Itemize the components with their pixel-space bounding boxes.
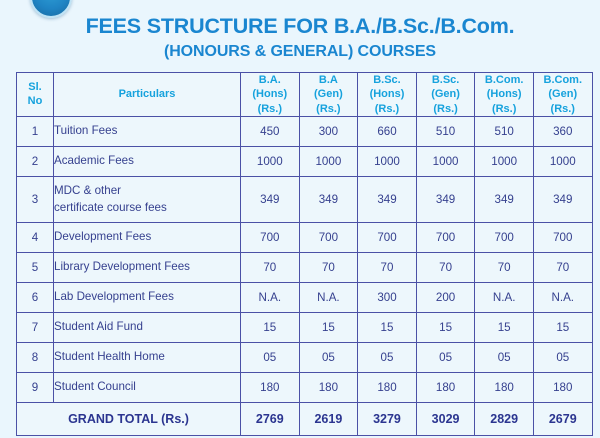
cell-bcom-hons: 15: [475, 313, 534, 343]
cell-ba-gen: 1000: [299, 147, 358, 177]
cell-particulars: [54, 147, 241, 177]
header-line: (Rs.): [257, 102, 283, 115]
title-block: [0, 0, 600, 61]
cell-ba-gen: 15: [299, 313, 358, 343]
particulars-text: Student Council: [54, 380, 136, 394]
cell-bsc-gen: 349: [416, 177, 475, 223]
grand-total-bsc-gen: 3029: [416, 403, 475, 436]
cell-ba-gen: 05: [299, 343, 358, 373]
header-line: (Gen): [548, 88, 578, 101]
column-header-ba-hons: [241, 72, 300, 117]
column-header-ba-gen: [299, 72, 358, 117]
header-line: (Rs.): [491, 102, 517, 115]
header-line: (Rs.): [374, 102, 400, 115]
cell-bsc-gen: 70: [416, 253, 475, 283]
cell-ba-hons: 180: [241, 373, 300, 403]
cell-bsc-gen: 510: [416, 117, 475, 147]
cell-ba-gen: 180: [299, 373, 358, 403]
particulars-text: Student Health Home: [54, 350, 165, 364]
header-line: B.Com.: [543, 73, 583, 86]
header-line: B.A.: [258, 73, 281, 86]
table-row: [17, 343, 593, 373]
cell-bcom-gen: N.A.: [533, 283, 592, 313]
cell-bsc-gen: 1000: [416, 147, 475, 177]
header-line: B.Sc.: [431, 73, 460, 86]
fees-table-container: [16, 72, 584, 437]
header-line: (Hons): [486, 88, 522, 101]
cell-bcom-gen: 700: [533, 223, 592, 253]
cell-bcom-gen: 1000: [533, 147, 592, 177]
grand-total-bcom-hons: 2829: [475, 403, 534, 436]
cell-bcom-gen: 15: [533, 313, 592, 343]
cell-ba-gen: 300: [299, 117, 358, 147]
cell-bcom-gen: 349: [533, 177, 592, 223]
header-line: (Gen): [431, 88, 460, 101]
cell-bsc-gen: 15: [416, 313, 475, 343]
particulars-text: Tuition Fees: [54, 124, 118, 138]
cell-ba-gen: 700: [299, 223, 358, 253]
column-header-particulars: [54, 72, 241, 117]
cell-bsc-hons: 700: [358, 223, 417, 253]
header-line: Sl.: [28, 80, 42, 93]
cell-ba-hons: 15: [241, 313, 300, 343]
grand-total-row: [17, 403, 593, 436]
table-row: [17, 283, 593, 313]
header-line: B.Sc.: [373, 73, 401, 86]
particulars-text: Academic Fees: [54, 154, 134, 168]
cell-ba-hons: 700: [241, 223, 300, 253]
cell-particulars: [54, 283, 241, 313]
header-line: B.A: [318, 73, 338, 86]
cell-ba-hons: 349: [241, 177, 300, 223]
table-row: [17, 117, 593, 147]
particulars-text: Student Aid Fund: [54, 320, 143, 334]
cell-bcom-hons: 700: [475, 223, 534, 253]
particulars-text: Lab Development Fees: [54, 290, 174, 304]
particulars-text: MDC & other: [54, 183, 122, 197]
cell-bsc-hons: 1000: [358, 147, 417, 177]
cell-bcom-gen: 05: [533, 343, 592, 373]
table-row: [17, 253, 593, 283]
grand-total-bsc-hons: 3279: [358, 403, 417, 436]
header-line: Particulars: [118, 88, 176, 101]
cell-bcom-hons: 70: [475, 253, 534, 283]
cell-bsc-gen: 200: [416, 283, 475, 313]
particulars-text: Library Development Fees: [54, 260, 190, 274]
fees-structure-table: [16, 72, 593, 437]
cell-bsc-hons: 15: [358, 313, 417, 343]
page-title: FEES STRUCTURE FOR B.A./B.Sc./B.Com.: [85, 14, 515, 38]
cell-ba-hons: 70: [241, 253, 300, 283]
table-header-row: [17, 72, 593, 117]
cell-bsc-hons: 05: [358, 343, 417, 373]
cell-bcom-hons: 349: [475, 177, 534, 223]
header-line: No: [27, 95, 43, 108]
cell-ba-hons: N.A.: [241, 283, 300, 313]
cell-sl-no: 3: [17, 177, 54, 223]
column-header-bcom-gen: [533, 72, 592, 117]
cell-bsc-hons: 70: [358, 253, 417, 283]
cell-ba-hons: 450: [241, 117, 300, 147]
cell-ba-gen: 349: [299, 177, 358, 223]
column-header-bsc-gen: [416, 72, 475, 117]
cell-sl-no: 4: [17, 223, 54, 253]
cell-particulars: [54, 373, 241, 403]
grand-total-label: GRAND TOTAL (Rs.): [17, 403, 241, 436]
cell-bsc-hons: 660: [358, 117, 417, 147]
cell-bcom-gen: 360: [533, 117, 592, 147]
cell-sl-no: 5: [17, 253, 54, 283]
table-row: [17, 373, 593, 403]
cell-sl-no: 6: [17, 283, 54, 313]
column-header-sl-no: [17, 72, 54, 117]
cell-particulars: [54, 343, 241, 373]
cell-sl-no: 1: [17, 117, 54, 147]
header-line: (Rs.): [433, 102, 458, 115]
cell-particulars: [54, 313, 241, 343]
cell-ba-hons: 05: [241, 343, 300, 373]
grand-total-bcom-gen: 2679: [533, 403, 592, 436]
cell-sl-no: 2: [17, 147, 54, 177]
table-row: [17, 313, 593, 343]
header-line: (Hons): [252, 88, 288, 101]
column-header-bcom-hons: [475, 72, 534, 117]
table-header: [17, 72, 593, 117]
table-row: [17, 147, 593, 177]
header-line: (Hons): [369, 88, 405, 101]
header-line: (Rs.): [550, 102, 575, 115]
table-row: [17, 177, 593, 223]
cell-bcom-hons: 180: [475, 373, 534, 403]
header-line: B.Com.: [484, 73, 524, 86]
cell-bsc-gen: 180: [416, 373, 475, 403]
cell-bcom-hons: 05: [475, 343, 534, 373]
cell-ba-gen: N.A.: [299, 283, 358, 313]
header-line: (Rs.): [316, 102, 341, 115]
grand-total-ba-gen: 2619: [299, 403, 358, 436]
grand-total-ba-hons: 2769: [241, 403, 300, 436]
cell-particulars: [54, 253, 241, 283]
cell-bsc-hons: 300: [358, 283, 417, 313]
cell-sl-no: 7: [17, 313, 54, 343]
cell-bsc-gen: 700: [416, 223, 475, 253]
cell-sl-no: 8: [17, 343, 54, 373]
cell-bcom-hons: N.A.: [475, 283, 534, 313]
cell-bsc-gen: 05: [416, 343, 475, 373]
particulars-text-second-line: certificate course fees: [54, 200, 167, 214]
table-body: [17, 117, 593, 436]
cell-bcom-gen: 70: [533, 253, 592, 283]
particulars-text: Development Fees: [54, 230, 152, 244]
cell-ba-hons: 1000: [241, 147, 300, 177]
cell-bcom-gen: 180: [533, 373, 592, 403]
cell-bcom-hons: 510: [475, 117, 534, 147]
cell-bcom-hons: 1000: [475, 147, 534, 177]
page-subtitle: (HONOURS & GENERAL) COURSES: [164, 42, 436, 60]
cell-bsc-hons: 349: [358, 177, 417, 223]
column-header-bsc-hons: [358, 72, 417, 117]
cell-bsc-hons: 180: [358, 373, 417, 403]
cell-particulars: [54, 117, 241, 147]
cell-ba-gen: 70: [299, 253, 358, 283]
cell-particulars: [54, 223, 241, 253]
cell-particulars: [54, 177, 241, 223]
cell-sl-no: 9: [17, 373, 54, 403]
header-line: (Gen): [314, 88, 343, 101]
table-row: [17, 223, 593, 253]
